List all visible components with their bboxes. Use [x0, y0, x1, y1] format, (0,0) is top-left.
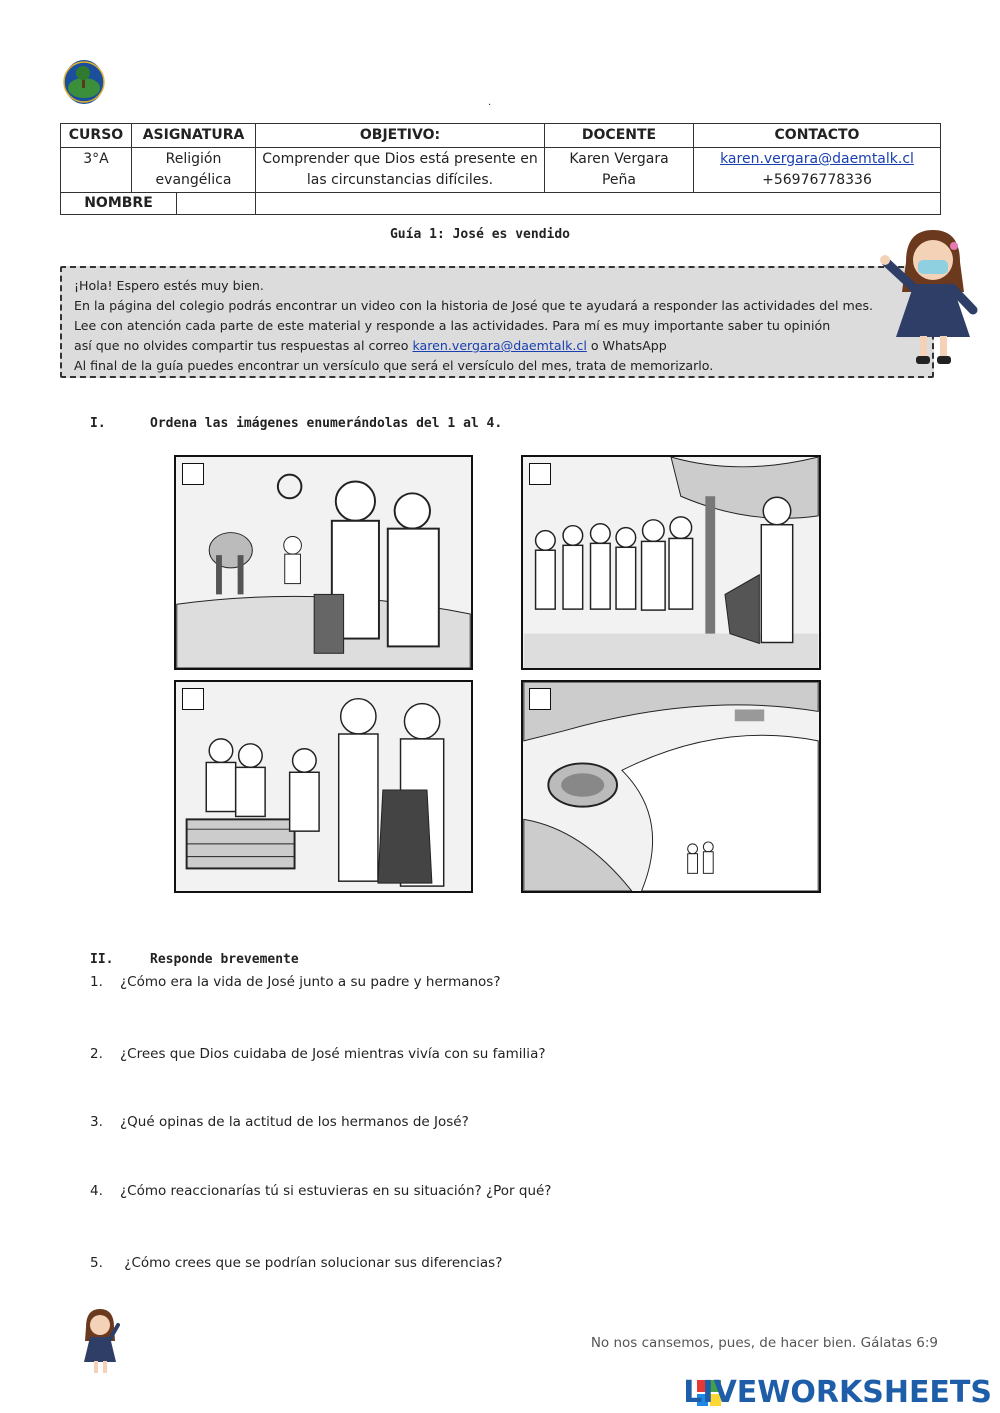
school-logo-icon — [62, 58, 106, 106]
section-1-roman: I. — [90, 416, 106, 431]
question-text: ¿Cómo crees que se podrían solucionar sus diferencias? — [120, 1255, 503, 1271]
story-panel-caravan — [521, 680, 821, 893]
notice-box — [60, 266, 934, 378]
header-curso: CURSO — [61, 124, 132, 148]
section-1-heading — [90, 416, 502, 431]
subject-line1: Religión — [165, 151, 222, 167]
question-text: ¿Cómo reaccionarías tú si estuvieras en su situación? ¿Por qué? — [120, 1183, 552, 1199]
name-row — [61, 193, 256, 215]
order-checkbox[interactable] — [529, 688, 551, 710]
contact-value — [694, 148, 941, 193]
info-table — [60, 123, 941, 215]
question-4 — [90, 1183, 551, 1199]
question-2 — [90, 1046, 546, 1062]
name-input[interactable] — [177, 193, 255, 214]
question-text: ¿Qué opinas de la actitud de los hermanos de José? — [120, 1114, 469, 1130]
notice-line — [74, 336, 920, 356]
subject-value — [132, 148, 256, 193]
teacher-line2: Peña — [601, 172, 636, 188]
girl-small-illustration — [78, 1307, 122, 1377]
header-contacto: CONTACTO — [694, 124, 941, 148]
course-value: 3°A — [61, 148, 132, 193]
footer-verse: No nos cansemos, pues, de hacer bien. Gálatas 6:9 — [590, 1335, 938, 1351]
story-panel-the-pit — [174, 680, 473, 893]
notice-line: ¡Hola! Espero estés muy bien. — [74, 278, 264, 293]
teacher-value — [545, 148, 694, 193]
header-dot: . — [488, 97, 492, 108]
question-number: 2. — [90, 1046, 103, 1062]
question-number: 1. — [90, 974, 103, 990]
notice-line4-post: o WhatsApp — [586, 338, 667, 353]
question-1 — [90, 974, 501, 990]
header-objetivo: OBJETIVO: — [256, 124, 545, 148]
section-1-title: Ordena las imágenes enumerándolas del 1 al 4. — [150, 416, 503, 431]
section-2-roman: II. — [90, 952, 114, 967]
subject-line2: evangélica — [155, 172, 232, 188]
question-number: 4. — [90, 1183, 103, 1199]
name-input-extension[interactable] — [256, 193, 941, 215]
contact-phone: +56976778336 — [762, 172, 872, 188]
question-text: ¿Cómo era la vida de José junto a su padre y hermanos? — [120, 974, 501, 990]
question-number: 3. — [90, 1114, 103, 1130]
story-panel-joseph-approaches — [521, 455, 821, 670]
objective-value — [256, 148, 545, 193]
order-checkbox[interactable] — [182, 688, 204, 710]
brothers-scene-icon — [523, 457, 819, 668]
merchants-scene-icon — [176, 457, 471, 668]
notice-line: Al final de la guía puedes encontrar un versículo que será el versículo del mes, trata de memorizarlo. — [74, 358, 714, 373]
story-panel-merchants — [174, 455, 473, 670]
question-5 — [90, 1255, 502, 1271]
contact-email-link[interactable]: karen.vergara@daemtalk.cl — [720, 151, 914, 167]
order-checkbox[interactable] — [182, 463, 204, 485]
notice-line4-pre: así que no olvides compartir tus respuestas al correo — [74, 338, 413, 353]
question-3 — [90, 1114, 469, 1130]
question-text: ¿Crees que Dios cuidaba de José mientras vivía con su familia? — [120, 1046, 546, 1062]
section-2-heading — [90, 952, 299, 967]
section-2-title: Responde brevemente — [150, 952, 299, 967]
guide-title: Guía 1: José es vendido — [389, 227, 570, 242]
order-checkbox[interactable] — [529, 463, 551, 485]
notice-line: Lee con atención cada parte de este material y responde a las actividades. Para mí es muy importante saber tu opinión — [74, 318, 831, 333]
liveworksheets-brand[interactable]: LIVEWORKSHEETS — [683, 1375, 992, 1410]
name-label: NOMBRE — [61, 193, 177, 214]
girl-waving-illustration — [878, 222, 988, 372]
header-asignatura: ASIGNATURA — [132, 124, 256, 148]
pit-scene-icon — [176, 682, 471, 891]
header-docente: DOCENTE — [545, 124, 694, 148]
question-number: 5. — [90, 1255, 103, 1271]
objective-line2: las circunstancias difíciles. — [306, 172, 494, 188]
objective-line1: Comprender que Dios está presente en — [262, 151, 538, 167]
notice-email-link[interactable]: karen.vergara@daemtalk.cl — [412, 338, 587, 353]
caravan-scene-icon — [523, 682, 819, 891]
notice-line: En la página del colegio podrás encontrar un video con la historia de José que te ayudará a responder las actividades del mes. — [74, 298, 874, 313]
teacher-line1: Karen Vergara — [569, 151, 669, 167]
